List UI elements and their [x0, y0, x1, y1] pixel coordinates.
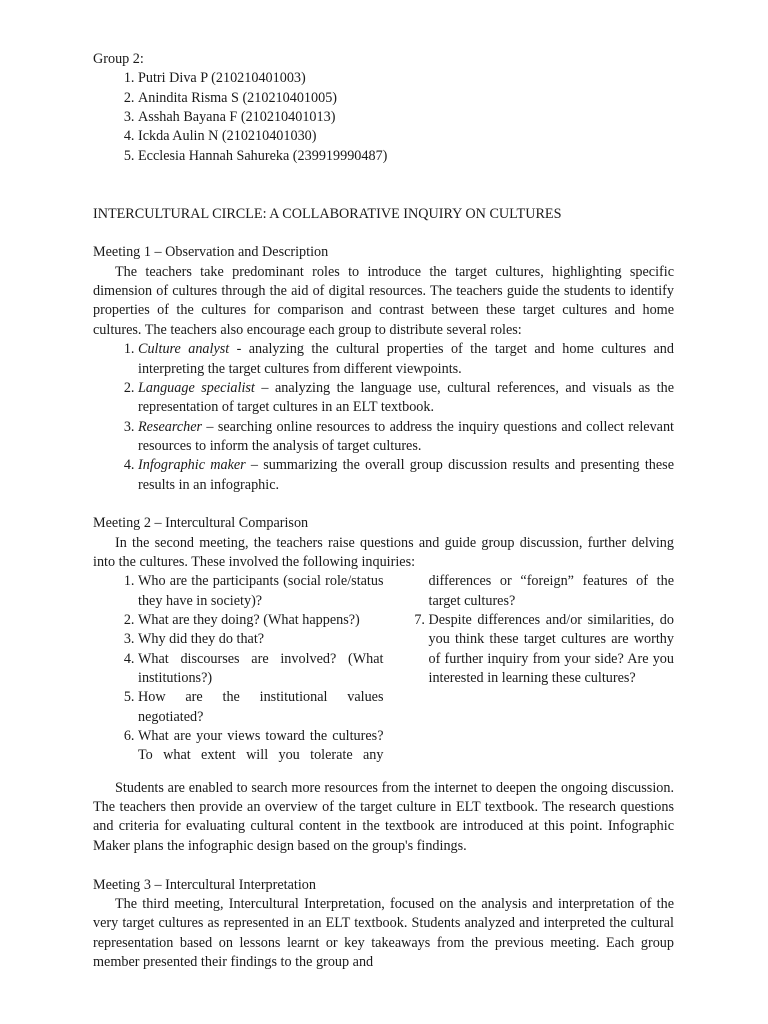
member-item: 3. Asshah Bayana F (210210401013)	[138, 108, 674, 127]
document-page	[93, 50, 674, 972]
member-item: 2. Anindita Risma S (210210401005)	[138, 89, 674, 108]
inquiry-list	[115, 572, 674, 766]
meeting2-followup: Students are enabled to search more resources from the internet to deepen the ongoing discussion. The teachers then provide an overview of the target culture in ELT textbook. The research questions and criteria for evaluating cultural content in the textbook are introduced at this point. Infographic Maker plans the infographic design based on the group's findings.	[93, 779, 674, 854]
member-item: 5. Ecclesia Hannah Sahureka (239919990487)	[138, 147, 674, 166]
meeting1-paragraph: The teachers take predominant roles to introduce the target cultures, highlighting specific dimension of cultures through the aid of digital resources. The teachers guide the students to identify properties of the cultures for comparison and contrast between these target cultures and home cultures. The teachers also encourage each group to distribute several roles:	[93, 263, 674, 338]
inquiry-item: 4. What discourses are involved? (What institutions?)	[138, 650, 384, 689]
role-desc: – analyzing the language use, cultural references, and visuals as the representation of target cultures in an ELT textbook.	[138, 379, 674, 416]
role-item	[138, 379, 674, 418]
member-item: 4. Ickda Aulin N (210210401030)	[138, 127, 674, 146]
role-name: Researcher	[138, 418, 203, 435]
inquiry-item: 6. What are your views toward the cultures? To what extent will you tolerate any differences or “foreign” features of the target cultures?	[138, 572, 674, 766]
role-desc: – searching online resources to address the inquiry questions and collect relevant resources to inform the analysis of target cultures.	[138, 418, 674, 454]
role-item	[138, 456, 674, 495]
meeting3-paragraph: The third meeting, Intercultural Interpretation, focused on the analysis and interpretation of the very target cultures as represented in an ELT textbook. Students analyzed and interpreted the cultural representation based on lessons learnt or key takeaways from the previous meeting. Each group member presented their findings to the group and	[93, 895, 674, 970]
meeting2-paragraph: In the second meeting, the teachers raise questions and guide group discussion, further delving into the cultures. These involved the following inquiries:	[93, 534, 674, 570]
member-list	[93, 69, 674, 166]
role-name: Culture analyst	[138, 341, 230, 358]
inquiry-item: 7. Despite differences and/or similarities, do you think these target cultures are worthy of further inquiry from your side? Are you interested in learning these cultures?	[429, 611, 675, 688]
role-desc: – summarizing the overall group discussion results and presenting these results in an infographic.	[138, 457, 674, 493]
inquiry-item: 2. What are they doing? (What happens?)	[138, 611, 384, 630]
role-item	[138, 418, 674, 457]
inquiry-columns	[115, 572, 674, 766]
inquiry-item: 3. Why did they do that?	[138, 630, 384, 649]
meeting2-heading: Meeting 2 – Intercultural Comparison	[93, 515, 309, 532]
role-name: Language specialist	[138, 379, 255, 396]
role-desc: - analyzing the cultural properties of the target and home cultures and interpreting the target cultures from different viewpoints.	[138, 341, 674, 377]
member-item: 1. Putri Diva P (210210401003)	[138, 69, 674, 88]
group-title: Group 2:	[93, 51, 144, 67]
role-item	[138, 340, 674, 379]
meeting3-heading: Meeting 3 – Intercultural Interpretation	[93, 876, 316, 893]
role-name: Infographic maker	[138, 457, 246, 474]
document-title: INTERCULTURAL CIRCLE: A COLLABORATIVE INQUIRY ON CULTURES	[93, 205, 562, 222]
inquiry-item: 1. Who are the participants (social role/status they have in society)?	[138, 572, 384, 611]
inquiry-item: 5. How are the institutional values negotiated?	[138, 688, 384, 727]
roles-list	[93, 340, 674, 495]
meeting1-heading: Meeting 1 – Observation and Description	[93, 244, 329, 261]
